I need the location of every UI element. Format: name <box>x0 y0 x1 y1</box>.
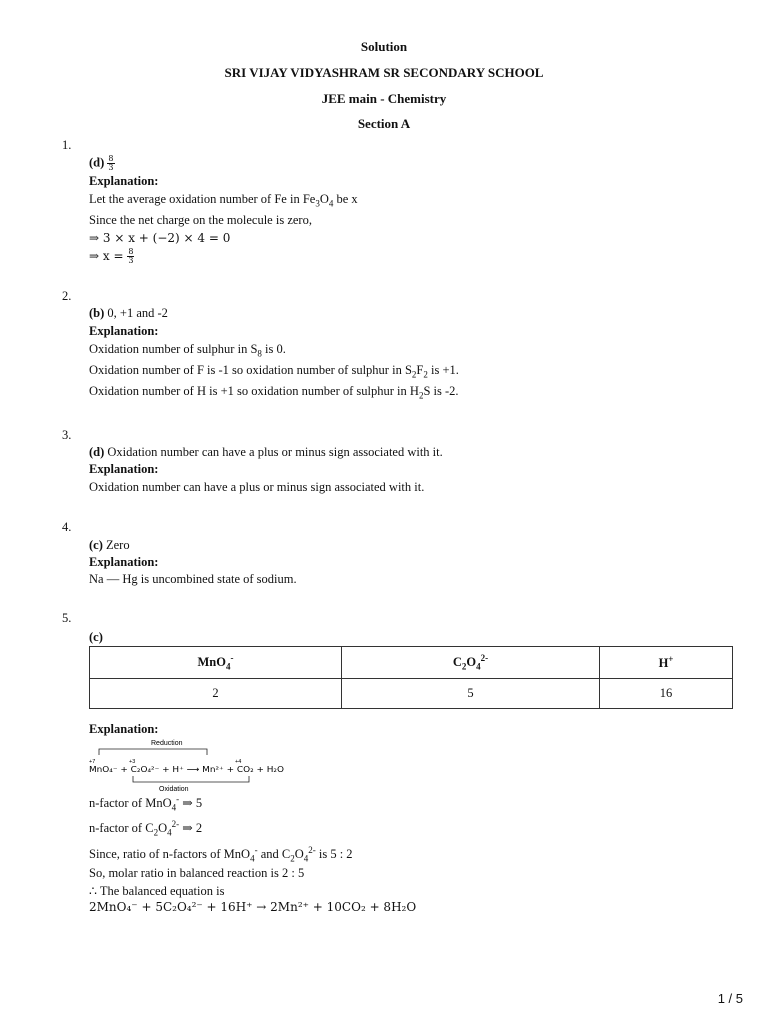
q3-answer <box>89 445 443 460</box>
q1-frac-den: 3 <box>108 163 114 172</box>
table-cell-c2o4: 5 <box>342 679 600 709</box>
q2-line-1 <box>89 342 286 359</box>
table-cell-mno4: 2 <box>90 679 342 709</box>
sup: 2- <box>480 653 489 664</box>
t: O <box>466 655 477 670</box>
ox-state-mn: +7 <box>89 759 96 765</box>
sub: 4 <box>328 198 334 209</box>
question-number-2: 2. <box>62 289 72 303</box>
q1-line-1 <box>89 192 358 209</box>
sub: 2 <box>461 661 467 672</box>
t: Let the average oxidation number of Fe in Fe <box>89 192 316 206</box>
t: F <box>416 363 424 377</box>
page-number: 1 / 5 <box>717 991 743 1006</box>
question-number-5: 5. <box>62 611 72 625</box>
ox-state-co2: +4 <box>235 759 242 765</box>
sup: - <box>254 845 258 855</box>
q2-line-3 <box>89 384 459 401</box>
q4-answer <box>89 538 130 553</box>
table-header-c2o4 <box>342 647 600 679</box>
reduction-bracket <box>99 749 207 755</box>
q1-frac-num: 8 <box>108 154 114 163</box>
sub: 2 <box>153 827 159 838</box>
q2-explanation-label: Explanation: <box>89 324 159 338</box>
q1-explanation-label: Explanation: <box>89 174 159 188</box>
redox-equation: MnO₄⁻ + C₂O₄²⁻ + H⁺ ⟶ Mn²⁺ + CO₂ + H₂O <box>89 765 284 774</box>
t: S is -2. <box>423 384 459 398</box>
q3-explanation-label: Explanation: <box>89 462 159 476</box>
q1-line-2: Since the net charge on the molecule is zero, <box>89 213 312 227</box>
q3-answer-text: Oxidation number can have a plus or minus sign associated with it. <box>104 445 443 459</box>
sub: 8 <box>257 348 262 359</box>
q1-answer <box>89 155 115 172</box>
table-cell-h: 16 <box>600 679 733 709</box>
t: Oxidation number of H is +1 so oxidation number of sulphur in H <box>89 384 419 398</box>
q5-balanced-equation: 2MnO₄⁻ + 5C₂O₄²⁻ + 16H⁺ → 2Mn²⁺ + 10CO₂ + 8H₂O <box>89 900 417 914</box>
q1-eq2-fraction <box>127 248 134 265</box>
q3-line-1: Oxidation number can have a plus or minus sign associated with it. <box>89 480 425 494</box>
doc-title: Solution <box>360 39 408 54</box>
oxidation-label: Oxidation <box>159 786 189 793</box>
t: is +1. <box>427 363 459 377</box>
q5-molar-ratio: So, molar ratio in balanced reaction is 2 : 5 <box>89 866 305 880</box>
oxidation-bracket <box>133 776 249 782</box>
t: C <box>452 655 462 670</box>
t: MnO <box>197 655 226 670</box>
sup: + <box>668 653 674 664</box>
school-name: SRI VIJAY VIDYASHRAM SR SECONDARY SCHOOL <box>224 65 544 80</box>
q5-option: (c) <box>89 630 103 644</box>
q1-option: (d) <box>89 155 105 170</box>
q1-equation-2 <box>89 248 134 265</box>
t: O <box>158 821 168 836</box>
q1-fraction <box>107 155 114 172</box>
sub: 3 <box>315 198 320 209</box>
sub: 2 <box>418 390 424 401</box>
question-number-1: 1. <box>62 138 72 152</box>
t: be x <box>333 192 358 206</box>
t: and C <box>257 847 291 862</box>
sub: 2 <box>423 369 428 380</box>
subject-title: JEE main - Chemistry <box>321 91 447 106</box>
sub: 4 <box>476 661 481 672</box>
ox-state-c: +3 <box>129 759 136 765</box>
sub: 4 <box>171 802 177 813</box>
t: n-factor of C <box>89 821 154 836</box>
q5-ratio-table <box>89 646 733 709</box>
q5-nfactor-1 <box>89 794 202 813</box>
table-row <box>90 679 733 709</box>
q1-eq2-den: 3 <box>128 256 134 265</box>
q4-explanation-label: Explanation: <box>89 555 159 569</box>
t: is 0. <box>261 342 286 356</box>
question-number-4: 4. <box>62 520 72 534</box>
q2-option: (b) <box>89 306 105 320</box>
q1-eq2-num: 8 <box>128 247 134 256</box>
sup: - <box>176 794 180 804</box>
t: Oxidation number of sulphur in S <box>89 342 258 356</box>
sub: 2 <box>290 853 295 864</box>
q5-nfactor-2 <box>89 819 202 838</box>
sub: 4 <box>225 661 231 672</box>
q4-option: (c) <box>89 538 103 552</box>
reduction-label: Reduction <box>151 740 183 747</box>
table-header-row <box>90 647 733 679</box>
t: O <box>294 847 304 862</box>
sup: - <box>230 653 234 664</box>
q5-explanation-label: Explanation: <box>89 722 159 736</box>
redox-diagram <box>89 738 289 794</box>
sub: 4 <box>167 827 172 838</box>
q4-answer-text: Zero <box>102 538 130 552</box>
t: Oxidation number of F is -1 so oxidation number of sulphur in S <box>89 363 412 377</box>
t: O <box>319 192 329 206</box>
q3-option: (d) <box>89 445 105 459</box>
q5-balanced-intro: ∴ The balanced equation is <box>89 884 225 898</box>
t: H <box>658 656 669 671</box>
t: ⇒ x = <box>89 249 128 263</box>
t: Since, ratio of n-factors of MnO <box>89 847 251 862</box>
sup: 2- <box>171 819 180 829</box>
t: n-factor of MnO <box>89 796 172 811</box>
sub: 2 <box>411 369 417 380</box>
q4-line-1: Na — Hg is uncombined state of sodium. <box>89 572 297 586</box>
q2-answer-text: 0, +1 and -2 <box>104 306 168 320</box>
q2-answer <box>89 306 168 321</box>
question-number-3: 3. <box>62 428 72 442</box>
q5-ratio-line <box>89 845 353 864</box>
table-header-h <box>600 647 733 679</box>
sub: 4 <box>303 853 309 864</box>
sub: 4 <box>250 853 255 864</box>
q1-equation-1: ⇒ 3 × x + (−2) × 4 = 0 <box>89 231 231 245</box>
table-header-mno4 <box>90 647 342 679</box>
section-title: Section A <box>357 116 411 131</box>
t: is 5 : 2 <box>315 847 353 862</box>
sup: 2- <box>308 845 316 855</box>
t: ⇒ 2 <box>179 821 203 836</box>
t: ⇒ 5 <box>179 796 203 811</box>
q2-line-2 <box>89 363 459 380</box>
